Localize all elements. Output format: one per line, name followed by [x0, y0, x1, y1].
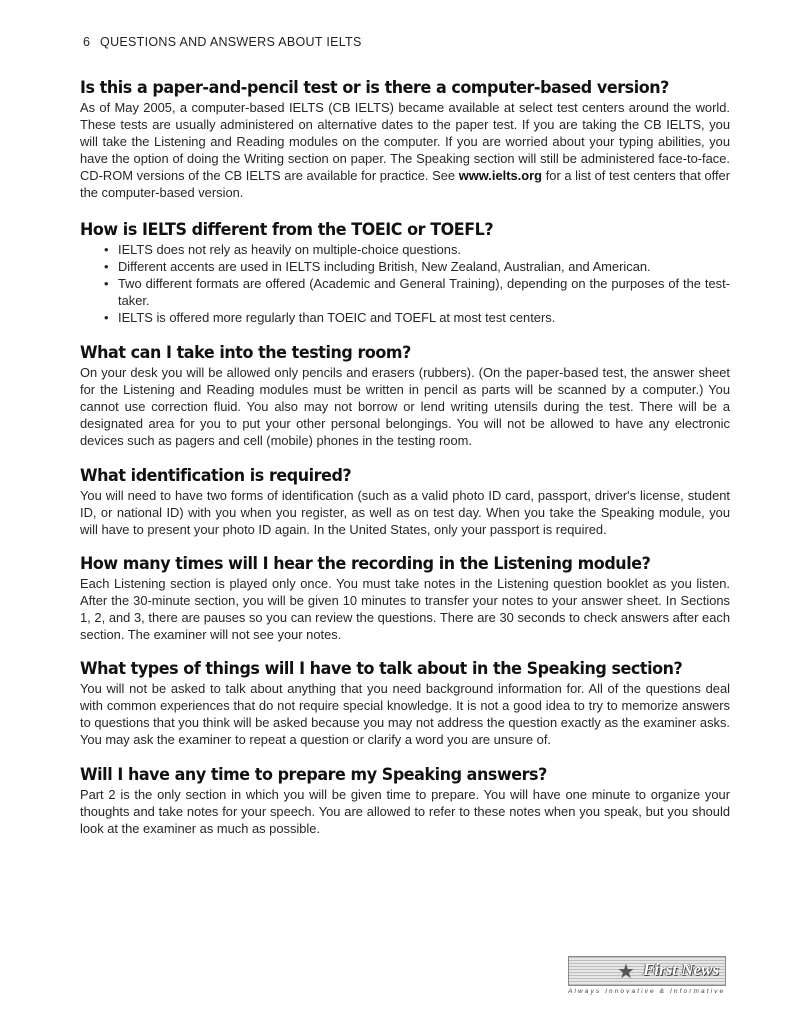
- list-item-text: IELTS is offered more regularly than TOEIC and TOEFL at most test centers.: [118, 310, 556, 325]
- section-heading: Will I have any time to prepare my Speaking answers?: [80, 765, 547, 784]
- section-heading: Is this a paper-and-pencil test or is there a computer-based version?: [80, 78, 669, 97]
- section-testing-room: [80, 343, 730, 449]
- star-icon: ★: [617, 959, 635, 983]
- list-item-text: Two different formats are offered (Academic and General Training), depending on the purposes of the test-taker.: [118, 276, 730, 308]
- bullet-icon: •: [104, 310, 109, 325]
- list-item: [104, 241, 730, 258]
- bullet-list: [104, 241, 730, 326]
- running-header: [83, 35, 362, 49]
- body-text: As of May 2005, a computer-based IELTS (CB IELTS) became available at select test centers around the world. These tests are usually administered on alternative dates to the paper test. If you are taking the CB IELTS, you will take the Listening and Reading modules on the computer. If you are worried about your typing abilities, you have the option of doing the Writing section on paper. The Speaking section will still be administered face-to-face. CD-ROM versions of the CB IELTS are available for practice. See: [80, 100, 730, 183]
- list-item-text: IELTS does not rely as heavily on multiple-choice questions.: [118, 242, 461, 257]
- list-item: [104, 258, 730, 275]
- section-heading: How many times will I hear the recording in the Listening module?: [80, 554, 651, 573]
- section-body: You will need to have two forms of identification (such as a valid photo ID card, passport, driver's license, student ID, or national ID) with you when you register, as well as on test day. When you take the Speaking module, you will have to present your photo ID again. In the United States, only your passport is required.: [80, 488, 730, 537]
- logo-name: First News: [642, 960, 719, 979]
- section-computer-based: [80, 78, 730, 201]
- section-speaking-topics: [80, 659, 730, 748]
- section-heading: What identification is required?: [80, 466, 352, 485]
- page-number: 6: [83, 35, 91, 49]
- bullet-icon: •: [104, 242, 109, 257]
- logo-tagline: Always Innovative & Informative: [568, 988, 726, 995]
- bullet-icon: •: [104, 259, 109, 274]
- publisher-logo: [568, 956, 726, 995]
- bullet-icon: •: [104, 276, 109, 291]
- body-text-continued: for a list of test centers that offer the computer-based version.: [80, 168, 731, 200]
- running-title: QUESTIONS AND ANSWERS ABOUT IELTS: [100, 35, 362, 49]
- list-item-text: Different accents are used in IELTS including British, New Zealand, Australian, and American.: [118, 259, 651, 274]
- section-body: Each Listening section is played only once. You must take notes in the Listening question booklet as you listen. After the 30-minute section, you will be given 10 minutes to transfer your notes to your answer sheet. In Sections 1, 2, and 3, there are pauses so you can review the questions. There are 30 seconds to check answers after each section. The examiner will not see your notes.: [80, 576, 730, 642]
- section-body: On your desk you will be allowed only pencils and erasers (rubbers). (On the paper-based test, the answer sheet for the Listening and Reading modules must be written in pencil as parts will be scanned by a computer.) You cannot use correction fluid. You also may not borrow or lend writing utensils during the test. There will be a designated area for you to put your other personal belongings. You will not be allowed to have any electronic devices such as pagers and cell (mobile) phones in the testing room.: [80, 365, 730, 448]
- list-item: [104, 275, 730, 309]
- logo-banner: [568, 956, 726, 986]
- section-body: Part 2 is the only section in which you will be given time to prepare. You will have one minute to organize your thoughts and take notes for your speech. You are allowed to refer to these notes when you speak, but you should look at the examiner as much as possible.: [80, 787, 730, 836]
- list-item: [104, 309, 730, 326]
- section-heading: How is IELTS different from the TOEIC or TOEFL?: [80, 220, 494, 239]
- section-heading: What can I take into the testing room?: [80, 343, 411, 362]
- section-identification: [80, 466, 730, 538]
- ielts-url-link[interactable]: www.ielts.org: [458, 168, 543, 183]
- page-content: [80, 78, 730, 837]
- section-toeic-toefl: [80, 220, 730, 326]
- section-body: You will not be asked to talk about anything that you need background information for. All of the questions deal with common experiences that do not require special knowledge. It is not a good idea to try to memorize answers to questions that you think will be asked because you may not address the question exactly as the examiner asks. You may ask the examiner to repeat a question or clarify a word you are unsure of.: [80, 681, 730, 747]
- section-speaking-preparation: [80, 765, 730, 837]
- section-listening-recording: [80, 554, 730, 643]
- section-heading: What types of things will I have to talk about in the Speaking section?: [80, 659, 683, 678]
- section-body: [80, 99, 730, 201]
